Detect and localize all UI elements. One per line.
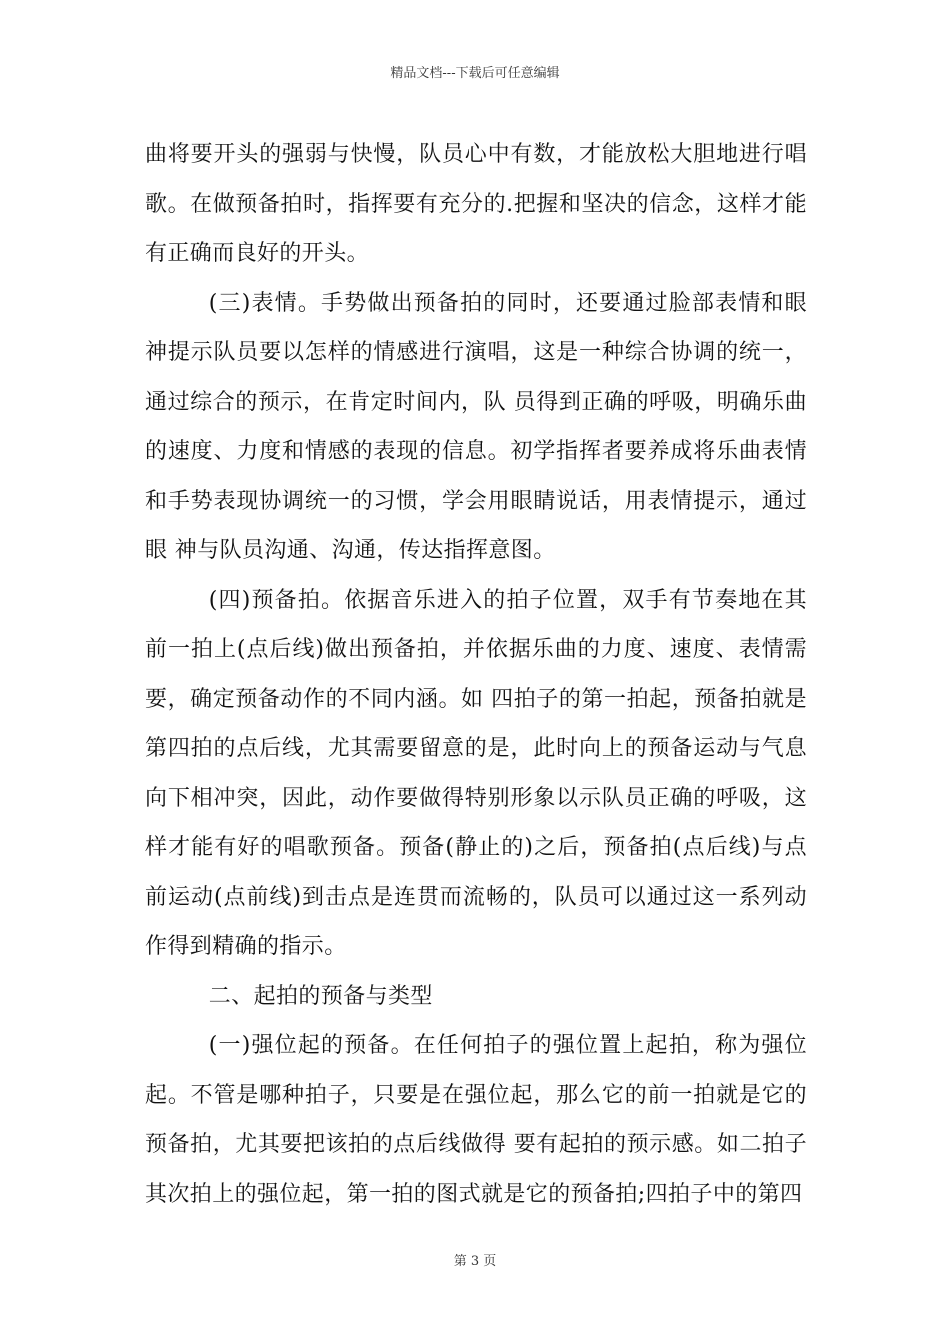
document-body — [145, 130, 807, 1219]
paragraph-4: (一)强位起的预备。在任何拍子的强位置上起拍，称为强位起。不管是哪种拍子，只要是在强位起，那么它的前一拍就是它的预备拍，尤其要把该拍的点后线做得 要有起拍的预示感。如二拍子其次拍上的强位起，第一拍的图式就是它的预备拍;四拍子中的第四 — [145, 1033, 807, 1207]
page-header: 精品文档---下载后可任意编辑 — [390, 66, 560, 81]
paragraph-1: 曲将要开头的强弱与快慢，队员心中有数，才能放松大胆地进行唱歌。在做预备拍时，指挥要有充分的.把握和坚决的信念，这样才能有正确而良好的开头。 — [145, 142, 807, 266]
paragraph-3: (四)预备拍。依据音乐进入的拍子位置，双手有节奏地在其前一拍上(点后线)做出预备拍，并依据乐曲的力度、速度、表情需要，确定预备动作的不同内涵。如 四拍子的第一拍起，预备拍就是第四拍的点后线，尤其需要留意的是，此时向上的预备运动与气息向下相冲突，因此，动作要做得特别形象以示队员正确的呼吸，这样才能有好的唱歌预备。预备(静止的)之后，预备拍(点后线)与点前运动(点前线)到击点是连贯而流畅的，队员可以通过这一系列动作得到精确的指示。 — [145, 587, 807, 959]
page-number: 第 3 页 — [453, 1254, 497, 1269]
paragraph-2: (三)表情。手势做出预备拍的同时，还要通过脸部表情和眼神提示队员要以怎样的情感进行演唱，这是一种综合协调的统一，通过综合的预示，在肯定时间内，队 员得到正确的呼吸，明确乐曲的速度、力度和情感的表现的信息。初学指挥者要养成将乐曲表情和手势表现协调统一的习惯，学会用眼睛说话，用表情提示，通过眼 神与队员沟通、沟通，传达指挥意图。 — [145, 290, 807, 563]
section-heading: 二、起拍的预备与类型 — [208, 983, 433, 1009]
